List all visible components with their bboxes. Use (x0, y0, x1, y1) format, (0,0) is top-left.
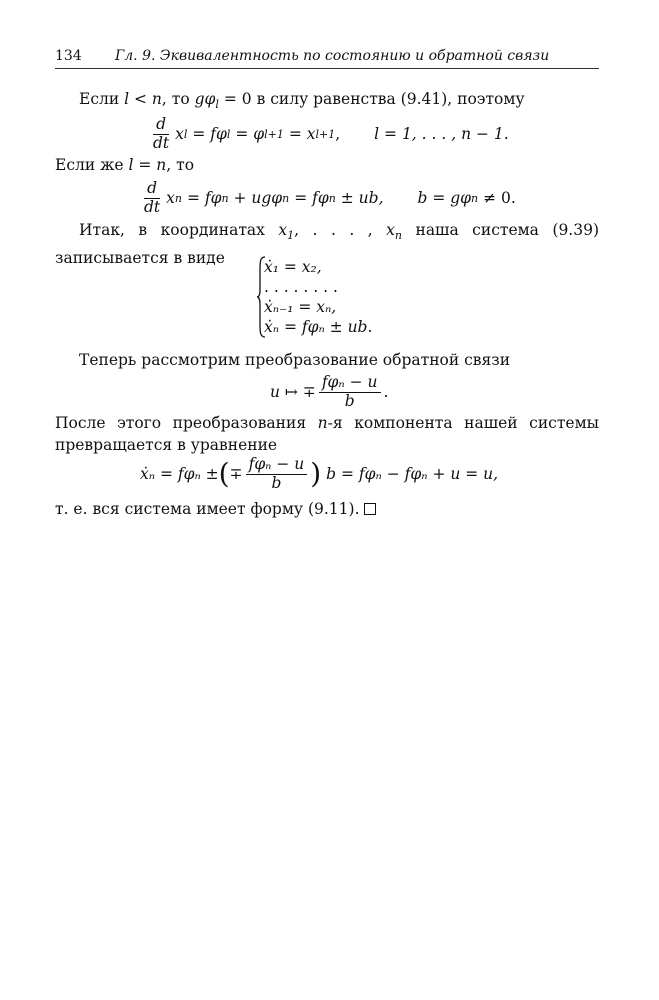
fraction-numerator: d (144, 180, 160, 198)
fraction-d-dt (150, 116, 172, 151)
math-subscript: l+1 (315, 127, 336, 141)
math-subscript: l (215, 98, 219, 111)
equation-3 (270, 372, 388, 412)
system-line-1: ẋ₁ = x₂, (264, 258, 322, 276)
paragraph-5 (55, 412, 599, 456)
math-expr: = fφ (192, 125, 227, 143)
math-inline: x (278, 221, 288, 239)
fraction-denominator: b (344, 391, 355, 410)
fraction-denominator: dt (153, 133, 170, 152)
math-expr: = fφ (186, 189, 222, 207)
math-expr: ∓ (229, 465, 243, 483)
fraction-d-dt (141, 180, 163, 215)
math-inline: n (317, 414, 328, 432)
text-run: Если же (55, 156, 124, 174)
equation-2 (138, 178, 516, 218)
math-inline: l = n (128, 156, 167, 174)
math-expr: = fφ (294, 189, 329, 207)
running-header (55, 46, 599, 69)
equation-4 (140, 454, 498, 494)
fraction-denominator: dt (144, 197, 161, 216)
text-run: -я компонента нашей системы превращается в уравнение (55, 414, 599, 454)
fraction-numerator: fφₙ − u (246, 456, 308, 474)
paragraph-6 (55, 498, 599, 520)
math-expr: ≠ 0. (483, 189, 516, 207)
math-expr: b = fφₙ − fφₙ + u = u, (326, 465, 499, 483)
math-expr: ẋₙ = fφₙ ± (140, 465, 219, 483)
paragraph-2 (55, 154, 599, 176)
running-title: Гл. 9. Эквивалентность по состоянию и обратной связи (115, 48, 550, 64)
text-run: Если (79, 90, 120, 108)
page-number: 134 (55, 48, 82, 64)
math-subscript: l (226, 127, 231, 141)
paragraph-4 (55, 349, 599, 371)
math-subscript: n (394, 229, 402, 242)
math-expr: . (383, 383, 389, 401)
math-inline: = 0 (223, 90, 252, 108)
fraction-numerator: fφₙ − u (319, 374, 381, 392)
text-run: Теперь рассмотрим преобразование обратной связи (79, 351, 511, 369)
paren-right: ) (310, 457, 322, 490)
text-run: , то (161, 90, 190, 108)
fraction-denominator: b (271, 473, 282, 492)
math-subscript: l+1 (264, 127, 284, 141)
math-var: x (166, 189, 175, 207)
system-line-3: ẋₙ₋₁ = xₙ, (264, 298, 337, 316)
paragraph-3 (55, 219, 599, 269)
math-subscript: l (183, 127, 188, 141)
paren-left: ( (218, 457, 230, 490)
math-expr: u ↦ ∓ (270, 383, 316, 401)
text-run: , . . . , (294, 221, 373, 239)
equation-1: $\frac{d}{dt}$ x l = fφ l = φ l+1 = x l+1 , l = 1, . . . , n − 1. (147, 114, 509, 154)
math-subscript: n (282, 191, 290, 205)
math-expr: = φ (235, 125, 265, 143)
math-subscript: n (221, 191, 229, 205)
text-run: т. е. вся система имеет форму (9.11). (55, 500, 360, 518)
text-run: После этого преобразования (55, 414, 307, 432)
text-run: Итак, в координатах (79, 221, 265, 239)
fraction-numerator: d (153, 116, 169, 134)
math-expr: = x (288, 125, 316, 143)
paragraph-1 (55, 88, 599, 116)
math-subscript: n (471, 191, 479, 205)
text-run: , то (166, 156, 195, 174)
math-inline: x (386, 221, 395, 239)
qed-box-icon (364, 503, 376, 515)
math-subscript: n (174, 191, 182, 205)
math-expr: ± ub, (340, 189, 384, 207)
system-line-4: ẋₙ = fφₙ ± ub. (264, 318, 373, 336)
math-var: x (175, 125, 184, 143)
fraction (246, 456, 308, 491)
text-run: наша система (9.39) записывается в виде (55, 221, 599, 267)
math-condition: b = gφ (417, 189, 472, 207)
fraction (319, 374, 381, 409)
system-line-2: . . . . . . . . (264, 278, 338, 296)
math-inline: gφ (194, 90, 216, 108)
math-expr: + ugφ (233, 189, 283, 207)
math-inline: l < n (124, 90, 162, 108)
math-subscript: n (328, 191, 336, 205)
math-subscript: 1 (287, 229, 295, 242)
text-run: в силу равенства (9.41), поэтому (256, 90, 525, 108)
math-condition: l = 1, . . . , n − 1. (374, 125, 509, 143)
